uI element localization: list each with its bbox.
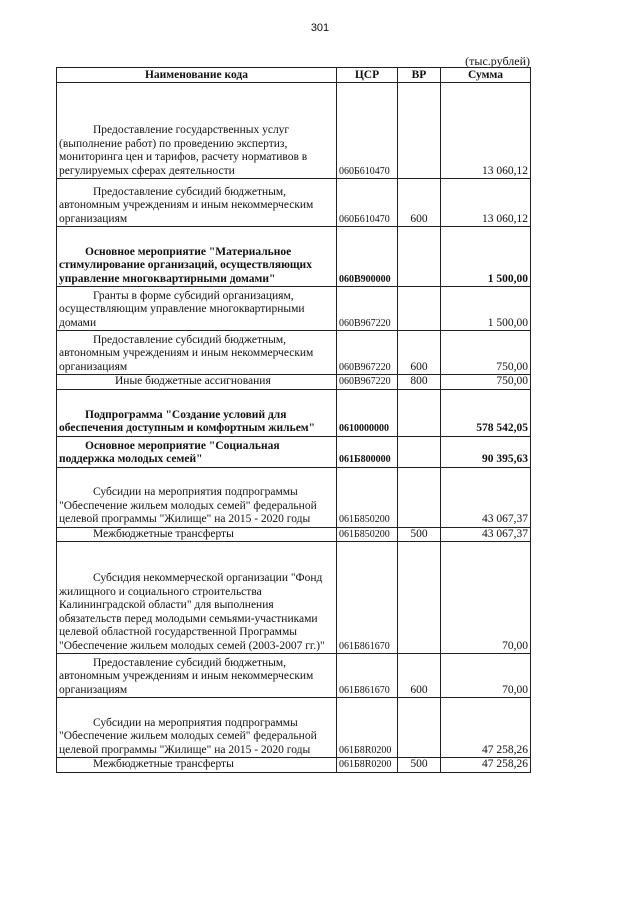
page-number: 301 <box>310 22 330 34</box>
row-csr: 061Б861670 <box>337 542 398 654</box>
row-csr: 061Б861670 <box>337 654 398 698</box>
row-sum: 47 258,26 <box>441 758 531 773</box>
row-sum: 13 060,12 <box>441 179 531 227</box>
row-vr: 500 <box>398 527 441 542</box>
row-name: Предоставление государственных услуг (выполнение работ) по проведению экспертиз, мониторинга цен и тарифов, расчету нормативов в регулируемых сферах деятельности <box>57 83 337 179</box>
row-sum: 1 500,00 <box>441 287 531 331</box>
row-vr <box>398 227 441 287</box>
table-header-row <box>57 68 531 83</box>
row-sum: 13 060,12 <box>441 83 531 179</box>
row-sum: 578 542,05 <box>441 389 531 436</box>
header-name: Наименование кода <box>57 68 337 83</box>
row-name: Основное мероприятие "Социальная поддержка молодых семей" <box>57 436 337 467</box>
row-csr: 061Б850200 <box>337 467 398 527</box>
row-csr: 061Б8R0200 <box>337 758 398 773</box>
row-vr <box>398 83 441 179</box>
row-csr: 060Б610470 <box>337 179 398 227</box>
row-vr: 600 <box>398 331 441 375</box>
row-name: Межбюджетные трансферты <box>57 527 337 542</box>
row-sum: 43 067,37 <box>441 527 531 542</box>
table-row <box>57 227 531 287</box>
row-name: Предоставление субсидий бюджетным, автономным учреждениям и иным некоммерческим организациям <box>57 179 337 227</box>
row-vr <box>398 436 441 467</box>
row-vr <box>398 467 441 527</box>
row-sum: 1 500,00 <box>441 227 531 287</box>
budget-table <box>56 67 531 773</box>
row-sum: 70,00 <box>441 654 531 698</box>
row-name: Межбюджетные трансферты <box>57 758 337 773</box>
table-row <box>57 654 531 698</box>
row-vr <box>398 698 441 758</box>
row-csr: 060В900000 <box>337 227 398 287</box>
row-csr: 061Б800000 <box>337 436 398 467</box>
table-row <box>57 436 531 467</box>
row-name: Основное мероприятие "Материальное стимулирование организаций, осуществляющих управление многоквартирными домами" <box>57 227 337 287</box>
row-vr: 800 <box>398 375 441 390</box>
row-name: Подпрограмма "Создание условий для обеспечения доступным и комфортным жильем" <box>57 389 337 436</box>
table-row <box>57 758 531 773</box>
row-csr: 060В967220 <box>337 331 398 375</box>
table-row <box>57 287 531 331</box>
row-sum: 750,00 <box>441 331 531 375</box>
row-csr: 061Б8R0200 <box>337 698 398 758</box>
row-csr: 060Б610470 <box>337 83 398 179</box>
row-name: Иные бюджетные ассигнования <box>57 375 337 390</box>
header-csr: ЦСР <box>337 68 398 83</box>
table-row <box>57 389 531 436</box>
row-sum: 750,00 <box>441 375 531 390</box>
header-vr: ВР <box>398 68 441 83</box>
header-sum: Сумма <box>441 68 531 83</box>
row-csr: 061Б850200 <box>337 527 398 542</box>
row-vr <box>398 389 441 436</box>
row-sum: 90 395,63 <box>441 436 531 467</box>
table-row <box>57 179 531 227</box>
row-name: Субсидии на мероприятия подпрограммы "Обеспечение жильем молодых семей" федеральной целевой программы "Жилище" на 2015 - 2020 годы <box>57 467 337 527</box>
row-csr: 060В967220 <box>337 287 398 331</box>
row-vr: 500 <box>398 758 441 773</box>
table-row <box>57 331 531 375</box>
table-row <box>57 542 531 654</box>
row-name: Предоставление субсидий бюджетным, автономным учреждениям и иным некоммерческим организациям <box>57 331 337 375</box>
row-sum: 47 258,26 <box>441 698 531 758</box>
row-vr: 600 <box>398 654 441 698</box>
row-csr: 0610000000 <box>337 389 398 436</box>
table-row <box>57 527 531 542</box>
row-sum: 43 067,37 <box>441 467 531 527</box>
table-row <box>57 83 531 179</box>
row-csr: 060В967220 <box>337 375 398 390</box>
row-sum: 70,00 <box>441 542 531 654</box>
table-row <box>57 375 531 390</box>
row-name: Гранты в форме субсидий организациям, осуществляющим управление многоквартирными домами <box>57 287 337 331</box>
units-label: (тыс.рублей) <box>465 54 530 68</box>
row-name: Субсидии на мероприятия подпрограммы "Обеспечение жильем молодых семей" федеральной целевой программы "Жилище" на 2015 - 2020 годы <box>57 698 337 758</box>
row-vr: 600 <box>398 179 441 227</box>
table-row <box>57 698 531 758</box>
table-row <box>57 467 531 527</box>
row-name: Предоставление субсидий бюджетным, автономным учреждениям и иным некоммерческим организациям <box>57 654 337 698</box>
row-vr <box>398 287 441 331</box>
row-name: Субсидия некоммерческой организации "Фонд жилищного и социального строительства Калининградской области" для выполнения обязательств перед молодыми семьями-участниками целевой областной государственной Программы "Обеспечение жильем молодых семей (2003-2007 гг.)" <box>57 542 337 654</box>
row-vr <box>398 542 441 654</box>
